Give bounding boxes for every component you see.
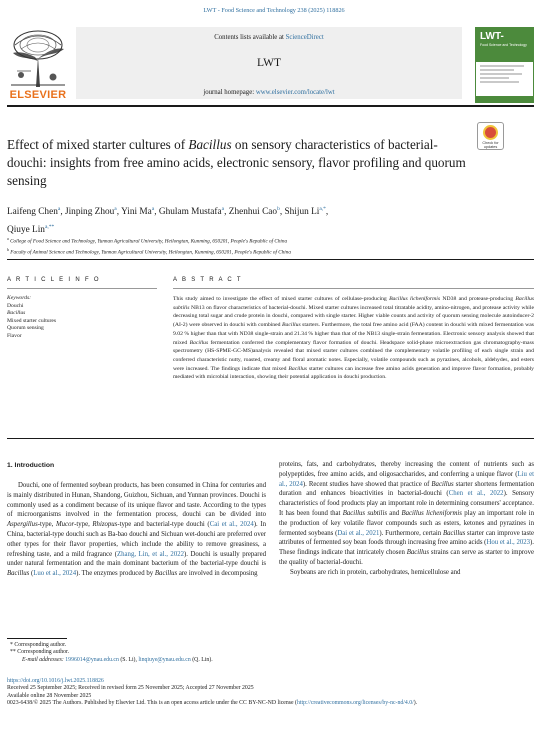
introduction-right-column [279, 460, 534, 578]
abstract-heading: A B S T R A C T [173, 277, 243, 283]
journal-header-box [76, 27, 462, 99]
homepage-prefix: journal homepage: [203, 89, 256, 96]
author[interactable]: Qiuye Lin$^{a,**}$ [7, 223, 55, 235]
keywords-title: Keywords: [7, 295, 32, 301]
affiliation: $^b$ Faculty of Animal Science and Technology, Yunnan Agricultural University, Heilongtan, Kunming, 650201, People's Republic of China [7, 246, 291, 256]
affiliations [7, 235, 534, 256]
keyword: Mixed starter cultures [7, 317, 57, 324]
abstract-rule [173, 288, 534, 289]
keywords-block [7, 295, 157, 340]
introduction-left-column: Douchi, one of fermented soybean products, has been consumed in China for centuries and is mainly distributed in Hunan, Shandong, Guizhou, Sichuan, and Yunnan provinces. Douchi is commonly used as a condiment because of its unique flavor and taste. According to the types of microorganisms involved in the fermentation process, douchi can be divided into Aspergillus-type, Mucor-type, Rhizopus-type and bacterial-type douchi (Cai et al., 2024). In China, bacterial-type douchi such as Ba-bao douchi and Sichuan wet-douchi are preferred over other types for their flavor properties, which include the ability to remove greasiness, a refreshing taste, and a mild fragrance (Zhang, Lin, et al., 2022). Douchi is usually prepared under natural fermentation and the main dominant bacterium of the bacterial-type douchi is Bacillus (Luo et al., 2024). The enzymes produced by Bacillus are involved in decomposing [7, 482, 266, 578]
keyword: Quorum sensing [7, 325, 44, 331]
paragraph: Soybeans are rich in protein, carbohydrates, hemicellulose and [290, 568, 461, 576]
article-info-heading: A R T I C L E I N F O [7, 277, 101, 283]
citation-link[interactable]: Liu et al., 2024 [279, 470, 535, 488]
citation-link[interactable]: Dai et al., 2021 [337, 529, 380, 537]
affiliation: $^a$ College of Food Science and Technology, Yunnan Agricultural University, Heilongtan, Kunming, 650201, People's Republic of China [7, 236, 288, 245]
sciencedirect-link[interactable]: ScienceDirect [285, 34, 324, 41]
citation-link[interactable]: Chen et al., 2022 [448, 490, 504, 498]
elsevier-wordmark: ELSEVIER [9, 89, 67, 101]
license-statement: 0023-6438/© 2025 The Authors. Published by Elsevier Ltd. This is an open access article under the CC BY-NC-ND license (http://creativecommons.org/licenses/by-nc-nd/4.0/). [7, 700, 418, 707]
journal-homepage-line [76, 89, 462, 96]
paragraph: proteins, fats, and carbohydrates, thereby increasing the content of nutrients such as polypeptides, free amino acids, and oligosaccharides, and conferring a unique flavor (Liu et al., 2024). Recent studies have showed that practice of Bacillus starter shortens fermentation duration and enhances bioactivities in bacterial-douchi (Chen et al., 2022). Sensory characteristics of food products play an important role in determining consumers' acceptance. It has been found that Bacillus subtilis and Bacillus licheniformis play an important role in the production of key volatile flavor compounds such as esters, ketones and pyrazines in fermented soybeans (Dai et al., 2021). Furthermore, certain Bacillus starter can improve taste attributes of fermented soy bean foods through increasing free amino acids (Hou et al., 2023). These findings indicate that intricately chosen Bacillus strains can serve as starter to improve the quality of bacterial-douchi. [279, 461, 535, 566]
email-link[interactable]: linqiuye@ynau.edu.cn [138, 656, 191, 663]
license-link[interactable]: http://creativecommons.org/licenses/by-nc-nd/4.0/ [296, 700, 414, 707]
author[interactable]: Zhenhui Cao$^b$ [228, 206, 280, 218]
contents-prefix: Contents lists available at [214, 34, 286, 41]
email-link[interactable]: 1996014@ynau.edu.cn [65, 656, 119, 663]
author[interactable]: Yini Ma$^a$ [121, 206, 155, 218]
footnote-corresponding-2: ** Corresponding author. [10, 649, 70, 656]
citation-link[interactable]: Zhang, Lin, et al., 2022 [116, 550, 185, 558]
footnotes [10, 642, 410, 664]
running-head[interactable]: LWT - Food Science and Technology 238 (2025) 118826 [203, 7, 345, 14]
masthead-rule [7, 105, 534, 107]
cover-footer-bar [476, 96, 533, 102]
cover-text-lines [476, 62, 533, 88]
check-for-updates-badge[interactable] [477, 122, 504, 150]
journal-cover-thumbnail[interactable] [475, 27, 534, 103]
check-updates-line1: Check for [482, 141, 499, 145]
cover-title: LWT- [480, 31, 504, 42]
check-updates-label [478, 141, 503, 149]
keyword: Bacillus [7, 310, 26, 316]
footnote-emails: E-mail addresses: 1996014@ynau.edu.cn (S. Li), linqiuye@ynau.edu.cn (Q. Lin). [22, 656, 213, 663]
contents-line [76, 34, 462, 41]
cover-subtitle: Food Science and Technology [480, 43, 527, 47]
citation-link[interactable]: Cai et al., 2024 [209, 521, 254, 529]
title-part-1: Effect of mixed starter cultures of [7, 137, 189, 152]
article-meta [7, 678, 534, 708]
available-online: Available online 28 November 2025 [7, 692, 92, 699]
citation-link[interactable]: Luo et al., 2024 [33, 570, 77, 578]
keywords-rule [7, 288, 157, 289]
author[interactable]: Shijun $Li^{a,*}$ [284, 206, 326, 218]
cover-header [476, 28, 533, 62]
affiliation-rule [7, 259, 534, 260]
citation-link[interactable]: Hou et al., 2023 [486, 539, 531, 547]
author[interactable]: Ghulam Mustafa$^a$ [158, 206, 225, 218]
journal-masthead [7, 27, 534, 103]
author[interactable]: Jinping Zhou$^a$ [64, 206, 117, 218]
author-list: Laifeng Chen$^a$, Jinping Zhou$^a$, Yini Ma$^a$, Ghulam Mustafa$^a$, Zhenhui Cao$^b$, Shijun $Li^{a,*}$, Qiuye Lin$^{a,**}$ [7, 206, 329, 235]
doi-link[interactable]: https://doi.org/10.1016/j.lwt.2025.118826 [7, 678, 104, 684]
abstract-bottom-rule [7, 438, 534, 439]
author[interactable]: Laifeng Chen$^a$ [7, 206, 61, 218]
elsevier-logo[interactable] [7, 27, 69, 103]
keyword: Flavor [7, 332, 22, 339]
article-title [7, 136, 469, 190]
journal-name: LWT [256, 57, 282, 69]
elsevier-tree-icon [7, 27, 69, 89]
keyword: Douchi [7, 302, 24, 309]
abstract-text: This study aimed to investigate the effect of mixed starter cultures of cellulase-producing Bacillus licheniformis ND38 and protease-producing Bacillus subtilis NB13 on flavor characteristics of bacterial-douchi. Mixed starter cultures increased total titratable acidity, amino-nitrogen, and protease activity while decreasing total sugar and crude protein in douchi, compared with single starter. Higher viable counts and activity of quorum sensing molecule autoinducer-2 (AI-2) were observed in douchi with combined Bacillus starters. Furthermore, the total free amino acid (FAA) content in douchi with mixed fermentation was 9.02 % higher than that with ND38 single-strain and 21.34 % higher than that of the NB13 single-strain fermentation. Electronic sensory analysis showed that mixed Bacillus fermentation conferred the complementary flavor formation of douchi. Headspace solid-phase microextraction gas chromatography-mass spectrometry (HS-SPME-GC-MS)analysis revealed that mixed starter cultures combined the complementary volatile profiling of each single strain and conferred characteristic nutty, roasted, creamy and floral aromatic notes. Especially, volatile compounds such as pyrazines, alcohols, aldehydes, and esters were increased. The findings indicate that mixed Bacillus starter cultures can increase free amino acids generation and improve flavor formation, probably mediated with microbial interaction, showing their potential application in douchi production. [173, 296, 535, 381]
homepage-link[interactable]: www.elsevier.com/locate/lwt [255, 89, 335, 96]
section-heading-introduction: 1. Introduction [7, 462, 55, 469]
received-dates: Received 25 September 2025; Received in revised form 25 November 2025; Accepted 27 November 2025 [7, 685, 254, 692]
title-italic-genus: Bacillus [188, 137, 232, 152]
footnote-corresponding-1: * Corresponding author. [10, 642, 67, 648]
title-part-2: on sensory characteristics of bacterial-douchi: insights from free amino acids, electronic sensory, flavor profiling and quorum sensing [7, 137, 466, 188]
check-updates-line2: updates [483, 145, 498, 149]
footnote-rule [7, 638, 67, 639]
check-updates-icon [483, 125, 498, 140]
